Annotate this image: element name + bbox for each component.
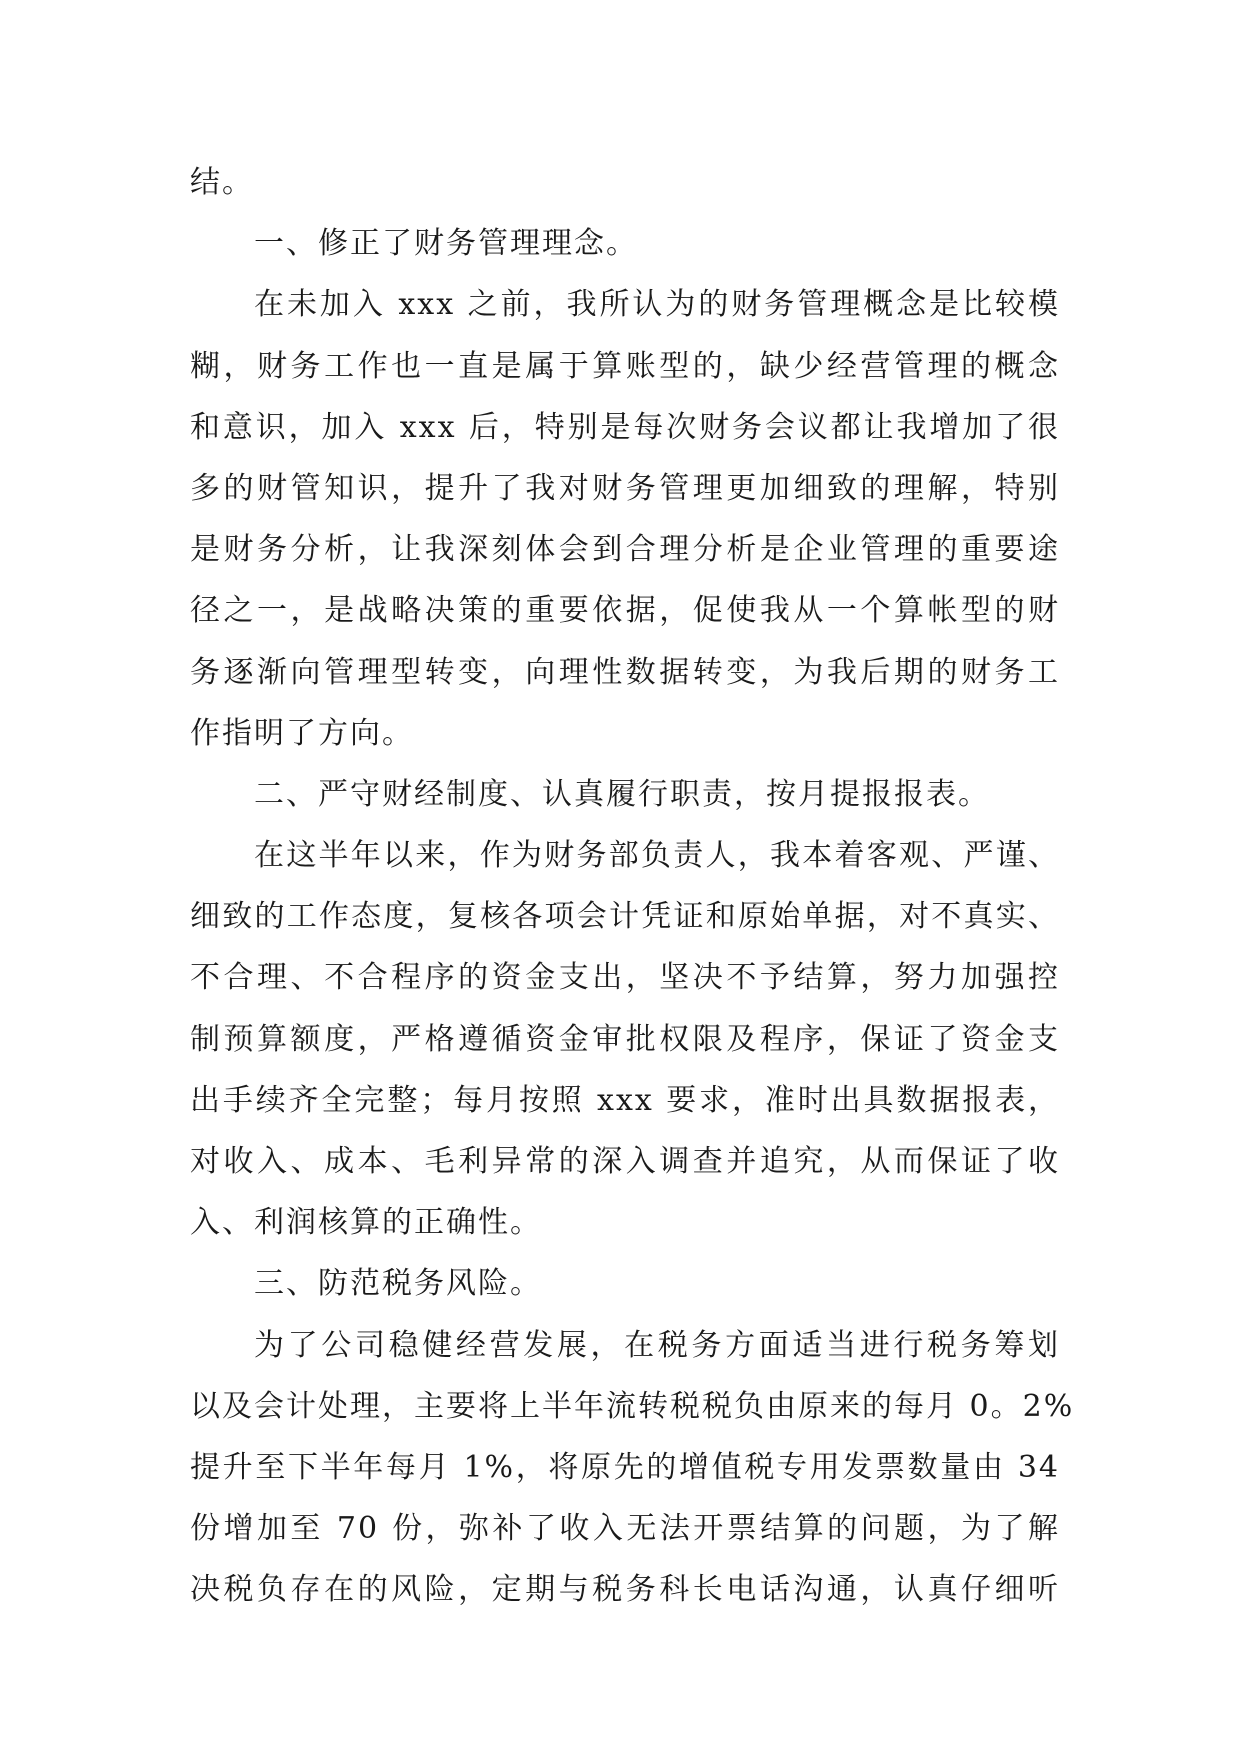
text-line: 在未加入 xxx 之前，我所认为的财务管理概念是比较模 [254, 287, 1060, 323]
section-heading-2: 二、严守财经制度、认真履行职责，按月提报报表。 [254, 776, 990, 812]
text-line: 以及会计处理，主要将上半年流转税税负由原来的每月 0。2% [190, 1388, 1075, 1424]
text-line: 入、利润核算的正确性。 [190, 1205, 542, 1241]
text-line: 份增加至 70 份，弥补了收入无法开票结算的问题，为了解 [190, 1511, 1060, 1547]
text-line: 作指明了方向。 [190, 715, 414, 751]
text-line: 对收入、成本、毛利异常的深入调查并追究，从而保证了收 [190, 1144, 1060, 1179]
document-body [190, 152, 1075, 1621]
text-line: 和意识，加入 xxx 后，特别是每次财务会议都让我增加了很 [190, 409, 1060, 445]
text-line: 出手续齐全完整；每月按照 xxx 要求，准时出具数据报表， [190, 1082, 1060, 1118]
text-line: 提升至下半年每月 1%，将原先的增值税专用发票数量由 34 [190, 1449, 1060, 1485]
text-line: 径之一，是战略决策的重要依据，促使我从一个算帐型的财 [190, 593, 1060, 629]
text-line: 在这半年以来，作为财务部负责人，我本着客观、严谨、 [254, 838, 1060, 874]
text-line: 为了公司稳健经营发展，在税务方面适当进行税务筹划 [254, 1327, 1060, 1363]
text-line: 制预算额度，严格遵循资金审批权限及程序，保证了资金支 [190, 1021, 1060, 1057]
text-line: 多的财管知识，提升了我对财务管理更加细致的理解，特别 [190, 470, 1060, 506]
text-line: 务逐渐向管理型转变，向理性数据转变，为我后期的财务工 [190, 654, 1060, 690]
text-line: 细致的工作态度，复核各项会计凭证和原始单据，对不真实、 [190, 899, 1060, 935]
text-line: 决税负存在的风险，定期与税务科长电话沟通，认真仔细听 [190, 1572, 1060, 1608]
section-heading-1: 一、修正了财务管理理念。 [254, 226, 638, 262]
text-line: 结。 [190, 165, 254, 200]
text-line: 不合理、不合程序的资金支出，坚决不予结算，努力加强控 [190, 960, 1060, 996]
text-line: 是财务分析，让我深刻体会到合理分析是企业管理的重要途 [190, 532, 1060, 568]
section-heading-3: 三、防范税务风险。 [254, 1266, 542, 1302]
text-line: 糊，财务工作也一直是属于算账型的，缺少经营管理的概念 [190, 348, 1060, 384]
